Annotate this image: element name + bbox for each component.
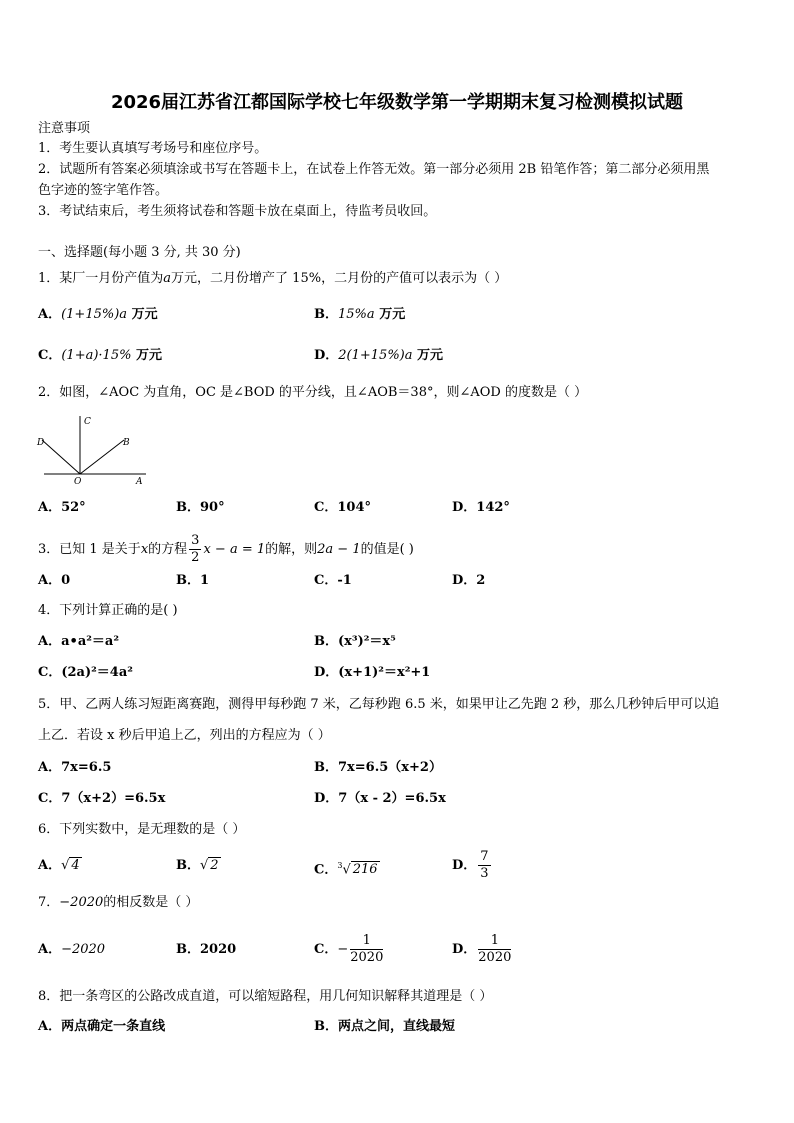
q2-option-c: C．104° bbox=[314, 500, 371, 515]
question-1 bbox=[38, 270, 507, 288]
q1-stem-post: 万元，二月份增产了 15%，二月份的产值可以表示为（ ） bbox=[171, 271, 508, 286]
q8-option-a: A．两点确定一条直线 bbox=[38, 1019, 166, 1034]
ray-od bbox=[42, 440, 80, 474]
q1-var: a bbox=[163, 271, 172, 286]
notice-heading: 注意事项 bbox=[38, 121, 91, 136]
page-title: 2026届江苏省江都国际学校七年级数学第一学期期末复习检测模拟试题 bbox=[110, 92, 684, 113]
q2-option-b: B．90° bbox=[176, 500, 225, 515]
q3-option-d: D．2 bbox=[452, 573, 486, 588]
q6-option-d: D． $\frac{7}{3}$ bbox=[452, 849, 489, 881]
q3-option-a: A．0 bbox=[38, 573, 71, 588]
label-a: A bbox=[136, 477, 143, 486]
label-c: C bbox=[84, 417, 91, 427]
notice-item: 3．考试结束后，考生须将试卷和答题卡放在桌面上，待监考员收回。 bbox=[38, 204, 437, 219]
label-b: B bbox=[123, 438, 130, 448]
section-heading: 一、选择题(每小题 3 分, 共 30 分) bbox=[38, 245, 241, 260]
q5-option-b: B．7x=6.5（x+2） bbox=[314, 760, 442, 775]
q1-option-b: B．15%a 万元 bbox=[314, 307, 406, 322]
q4-option-b: B．(x³)²＝x⁵ bbox=[314, 634, 396, 649]
q2-option-a: A．52° bbox=[38, 500, 86, 515]
q5-option-d: D．7（x - 2）=6.5x bbox=[314, 791, 446, 806]
q6-option-b: B．√ 2 bbox=[176, 858, 219, 873]
q4-option-d: D．(x+1)²＝x²+1 bbox=[314, 665, 431, 680]
question-6: 6．下列实数中，是无理数的是（ ） bbox=[38, 822, 246, 837]
notice-item: 色字迹的签字笔作答。 bbox=[38, 183, 169, 198]
question-5-line2: 上乙．若设 x 秒后甲追上乙，列出的方程应为（ ） bbox=[38, 728, 331, 743]
label-o: O bbox=[74, 477, 82, 486]
q5-option-a: A．7x=6.5 bbox=[38, 760, 112, 775]
q7-option-b: B．2020 bbox=[176, 942, 237, 957]
q7-option-a: A．−2020 bbox=[38, 942, 106, 957]
question-3: 3．已知 1 是关于x的方程 $\frac{3}{2}$ x − a = 1的解，则2a − 1的值是( ) bbox=[38, 533, 414, 565]
q2-option-d: D．142° bbox=[452, 500, 510, 515]
question-2: 2．如图，∠AOC 为直角，OC 是∠BOD 的平分线，且∠AOB＝38°，则∠AOD 的度数是（ ） bbox=[38, 385, 588, 400]
q1-option-a: A．(1+15%)a 万元 bbox=[38, 307, 158, 322]
angle-figure bbox=[34, 412, 154, 486]
q6-option-c: C．$^3$√ 216 bbox=[314, 861, 378, 878]
question-8: 8．把一条弯区的公路改成直道，可以缩短路程，用几何知识解释其道理是（ ） bbox=[38, 989, 493, 1004]
q6-option-a: A．√ 4 bbox=[38, 858, 80, 873]
question-5-line1: 5．甲、乙两人练习短距离赛跑，测得甲每秒跑 7 米，乙每秒跑 6.5 米，如果甲让乙先跑 2 秒，那么几秒钟后甲可以追 bbox=[38, 697, 720, 712]
q4-option-c: C．(2a)²＝4a² bbox=[38, 665, 133, 680]
q4-option-a: A．a•a²＝a² bbox=[38, 634, 120, 649]
q1-stem-pre: 1．某厂一月份产值为 bbox=[38, 271, 164, 286]
label-d: D bbox=[37, 438, 45, 448]
q1-option-c: C．(1+a)·15% 万元 bbox=[38, 348, 162, 363]
q3-option-c: C．-1 bbox=[314, 573, 352, 588]
q3-option-b: B．1 bbox=[176, 573, 210, 588]
q1-option-d: D．2(1+15%)a 万元 bbox=[314, 348, 444, 363]
notice-item: 2．试题所有答案必须填涂或书写在答题卡上，在试卷上作答无效。第一部分必须用 2B 铅笔作答；第二部分必须用黑 bbox=[38, 162, 710, 177]
notice-item: 1．考生要认真填写考场号和座位序号。 bbox=[38, 141, 268, 156]
question-4: 4．下列计算正确的是( ) bbox=[38, 603, 178, 618]
q8-option-b: B．两点之间，直线最短 bbox=[314, 1019, 455, 1034]
q5-option-c: C．7（x+2）=6.5x bbox=[38, 791, 166, 806]
q3-fraction: $\frac{3}{2}$ bbox=[191, 533, 200, 565]
q7-option-d: D． $\frac{1}{2020}$ bbox=[452, 933, 512, 965]
question-7: 7．−2020的相反数是（ ） bbox=[38, 895, 199, 910]
q7-option-c: C．− $\frac{1}{2020}$ bbox=[314, 933, 384, 965]
ray-ob bbox=[80, 440, 124, 474]
